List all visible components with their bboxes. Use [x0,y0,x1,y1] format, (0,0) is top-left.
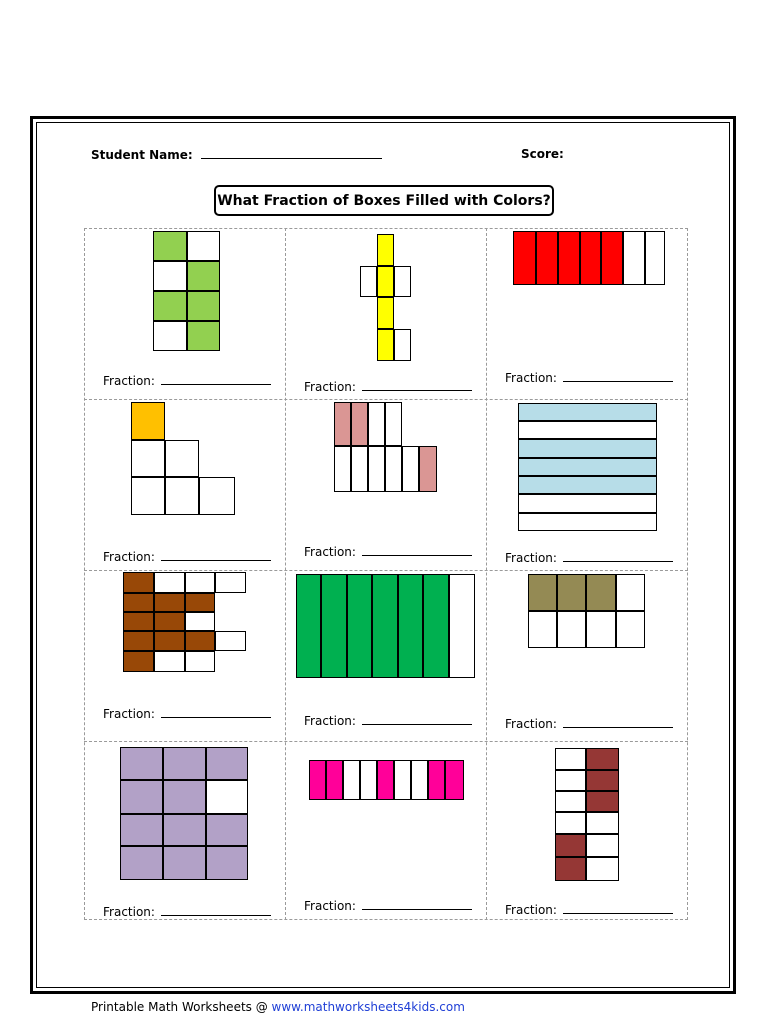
filled-box [296,574,321,678]
filled-box [377,266,394,297]
empty-box [131,477,165,515]
empty-box [555,770,586,791]
filled-box [206,747,248,780]
filled-box [423,574,449,678]
answer-blank[interactable] [362,898,472,910]
fraction-answer-12[interactable] [505,902,673,917]
empty-box [518,494,657,513]
answer-blank[interactable] [161,549,271,561]
empty-box [557,611,586,648]
answer-blank[interactable] [362,713,472,725]
empty-box [206,780,248,814]
filled-box [377,297,394,329]
filled-box [185,593,215,612]
empty-box [185,572,215,593]
empty-box [368,446,385,492]
empty-box [360,266,377,297]
empty-box [385,402,402,446]
empty-box [343,760,360,800]
filled-box [187,321,220,351]
empty-box [586,857,619,881]
empty-box [555,748,586,770]
filled-box [518,458,657,476]
answer-blank[interactable] [563,550,673,562]
empty-box [215,631,246,651]
filled-box [351,402,368,446]
filled-box [555,857,586,881]
filled-box [377,760,394,800]
filled-box [123,593,154,612]
answer-blank[interactable] [362,544,472,556]
filled-box [347,574,372,678]
answer-blank[interactable] [161,706,271,718]
empty-box [518,421,657,439]
empty-box [185,651,215,672]
filled-box [377,234,394,266]
empty-box [528,611,557,648]
empty-box [165,440,199,477]
empty-box [154,651,185,672]
empty-box [368,402,385,446]
empty-box [555,812,586,834]
empty-box [394,760,411,800]
empty-box [586,812,619,834]
fraction-answer-6[interactable] [505,550,673,565]
filled-box [163,846,206,880]
filled-box [586,748,619,770]
filled-box [309,760,326,800]
fraction-label: Fraction: [505,551,557,565]
empty-box [153,261,187,291]
empty-box [360,760,377,800]
answer-blank[interactable] [161,904,271,916]
filled-box [206,814,248,846]
empty-box [394,266,411,297]
filled-box [123,631,154,651]
fraction-label: Fraction: [103,905,155,919]
filled-box [120,814,163,846]
empty-box [411,760,428,800]
empty-box [394,329,411,361]
filled-box [123,612,154,631]
filled-box [580,231,601,285]
filled-box [154,612,185,631]
empty-box [215,572,246,593]
filled-box [187,291,220,321]
filled-box [123,651,154,672]
empty-box [586,834,619,857]
filled-box [536,231,558,285]
filled-box [586,770,619,791]
fraction-label: Fraction: [304,380,356,394]
filled-box [163,814,206,846]
answer-blank[interactable] [563,716,673,728]
filled-box [586,574,616,611]
filled-box [445,760,464,800]
filled-box [154,631,185,651]
filled-box [518,439,657,458]
empty-box [185,612,215,631]
empty-box [555,791,586,812]
filled-box [154,593,185,612]
filled-box [321,574,347,678]
filled-box [372,574,398,678]
empty-box [645,231,665,285]
fraction-label: Fraction: [103,374,155,388]
filled-box [163,747,206,780]
empty-box [402,446,419,492]
filled-box [131,402,165,440]
fraction-label: Fraction: [304,714,356,728]
empty-box [131,440,165,477]
empty-box [449,574,475,678]
fraction-answer-10[interactable] [103,904,271,919]
empty-box [518,513,657,531]
fraction-answer-4[interactable] [103,549,271,564]
filled-box [153,291,187,321]
fraction-answer-8[interactable] [304,713,472,728]
empty-box [187,231,220,261]
filled-box [185,631,215,651]
empty-box [385,446,402,492]
filled-box [153,231,187,261]
filled-box [558,231,580,285]
fraction-label: Fraction: [304,545,356,559]
filled-box [528,574,557,611]
filled-box [334,402,351,446]
empty-box [586,611,616,648]
fraction-answer-3[interactable] [505,370,673,385]
filled-box [120,780,163,814]
fraction-answer-2[interactable] [304,379,472,394]
fraction-answer-7[interactable] [103,706,271,721]
answer-blank[interactable] [563,370,673,382]
filled-box [586,791,619,812]
empty-box [616,611,645,648]
empty-box [616,574,645,611]
filled-box [518,403,657,421]
filled-box [398,574,423,678]
filled-box [120,747,163,780]
filled-box [601,231,623,285]
score-label: Score: [521,147,564,161]
filled-box [513,231,536,285]
empty-box [165,477,199,515]
empty-box [334,446,351,492]
fraction-label: Fraction: [505,903,557,917]
filled-box [419,446,437,492]
answer-blank[interactable] [161,373,271,385]
filled-box [518,476,657,494]
filled-box [206,846,248,880]
answer-blank[interactable] [362,379,472,391]
empty-box [154,572,185,593]
empty-box [623,231,645,285]
filled-box [377,329,394,361]
filled-box [163,780,206,814]
footer-text: Printable Math Worksheets @ [91,1000,272,1014]
fraction-label: Fraction: [103,707,155,721]
fraction-answer-1[interactable] [103,373,271,388]
filled-box [187,261,220,291]
fraction-label: Fraction: [304,899,356,913]
filled-box [120,846,163,880]
fraction-answer-5[interactable] [304,544,472,559]
filled-box [557,574,586,611]
fraction-answer-9[interactable] [505,716,673,731]
filled-box [326,760,343,800]
fraction-label: Fraction: [505,717,557,731]
fraction-label: Fraction: [103,550,155,564]
footer [91,1000,465,1014]
empty-box [351,446,368,492]
fraction-label: Fraction: [505,371,557,385]
worksheet-title: What Fraction of Boxes Filled with Colors? [214,185,554,216]
student-name-label: Student Name: [91,148,193,162]
footer-link[interactable]: www.mathworksheets4kids.com [271,1000,465,1014]
answer-blank[interactable] [563,902,673,914]
filled-box [123,572,154,593]
filled-box [428,760,445,800]
empty-box [153,321,187,351]
fraction-answer-11[interactable] [304,898,472,913]
filled-box [555,834,586,857]
empty-box [199,477,235,515]
